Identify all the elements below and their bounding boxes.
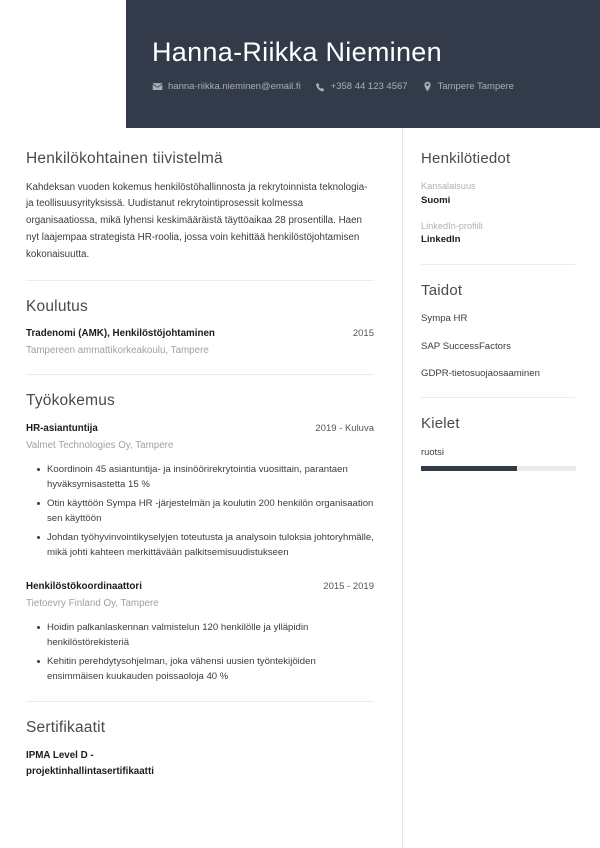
language-level-fill xyxy=(421,466,517,471)
experience-bullet: Hoidin palkanlaskennan valmistelun 120 henkilölle ja ylläpidin henkilöstörekisteriä xyxy=(26,620,374,651)
experience-date: 2015 - 2019 xyxy=(323,580,374,592)
section-certificates xyxy=(26,701,374,779)
section-skills xyxy=(421,264,575,381)
experience-entry xyxy=(26,422,374,561)
resume-body xyxy=(0,128,600,848)
left-column xyxy=(0,128,402,848)
personal-field xyxy=(421,180,575,209)
section-personal-details xyxy=(421,150,575,248)
experience-entry-head xyxy=(26,580,374,595)
linkedin-link[interactable]: LinkedIn xyxy=(421,234,461,246)
experience-company: Tietoevry Finland Oy, Tampere xyxy=(26,597,159,609)
language-name: ruotsi xyxy=(421,446,444,458)
map-pin-icon xyxy=(422,81,433,92)
summary-text: Kahdeksan vuoden kokemus henkilöstöhallinnosta ja rekrytoinnista teknologia- ja teollisuusyrityksissä. Uudistanut rekrytointiprosessit kolmessa organisaatiossa, mikä lyhensi keskimääräistä täyttöaikaa 28 prosentilla. Haen nyt laajempaa strategista HR-roolia, jossa voin kehittää henkilöstöjohtamisen kokonaisuutta. xyxy=(26,181,368,260)
experience-bullet: Johdan työhyvinvointikyselyjen toteutusta ja analysoin tuloksia johtoryhmälle, mikä johti kahteen merkittävään palkitsemisuudistukseen xyxy=(26,530,374,561)
personal-field xyxy=(421,220,575,249)
personal-field-value: Suomi xyxy=(421,194,451,206)
experience-role: HR-asiantuntija xyxy=(26,422,98,434)
experience-role: Henkilöstökoordinaattori xyxy=(26,580,142,592)
right-column xyxy=(402,128,600,848)
section-title-certificates: Sertifikaatit xyxy=(26,718,106,736)
skill-item: SAP SuccessFactors xyxy=(421,340,511,352)
section-title-summary: Henkilökohtainen tiivistelmä xyxy=(26,150,223,167)
entry-spacer xyxy=(26,564,374,580)
personal-field-label: LinkedIn-profiili xyxy=(421,220,483,231)
experience-bullets xyxy=(26,620,374,685)
contact-email[interactable] xyxy=(152,81,301,92)
section-languages xyxy=(421,397,575,470)
section-experience xyxy=(26,374,374,685)
language-level-bar xyxy=(421,466,576,471)
section-title-skills: Taidot xyxy=(421,282,463,300)
candidate-name: Hanna-Riikka Nieminen xyxy=(152,37,442,68)
envelope-icon xyxy=(152,81,163,92)
skill-item: Sympa HR xyxy=(421,313,468,325)
education-entry xyxy=(26,327,374,358)
experience-entry xyxy=(26,580,374,685)
personal-field-label: Kansalaisuus xyxy=(421,181,476,191)
education-school: Tampereen ammattikorkeakoulu, Tampere xyxy=(26,345,209,357)
experience-entry-head xyxy=(26,422,374,437)
experience-bullet: Koordinoin 45 asiantuntija- ja insinöörirekrytointia vuosittain, parantaen hyväksymisastetta 15 % xyxy=(26,462,374,493)
contact-email-text: hanna-riikka.nieminen@email.fi xyxy=(168,80,301,92)
contact-phone-text: +358 44 123 4567 xyxy=(330,80,408,92)
skill-item: GDPR-tietosuojaosaaminen xyxy=(421,368,540,380)
experience-company: Valmet Technologies Oy, Tampere xyxy=(26,439,174,451)
education-date: 2015 xyxy=(352,328,374,340)
resume-header xyxy=(126,0,600,128)
section-title-education: Koulutus xyxy=(26,297,88,315)
education-degree: Tradenomi (AMK), Henkilöstöjohtaminen xyxy=(26,328,215,340)
phone-icon xyxy=(315,81,326,92)
experience-bullet: Otin käyttöön Sympa HR -järjestelmän ja koulutin 200 henkilön organisaation sen käyttöön xyxy=(26,496,374,527)
contact-location-text: Tampere Tampere xyxy=(437,80,514,92)
experience-bullets xyxy=(26,462,374,561)
contact-phone[interactable] xyxy=(315,81,408,92)
experience-date: 2019 - Kuluva xyxy=(315,422,374,434)
section-title-languages: Kielet xyxy=(421,415,460,433)
education-entry-head xyxy=(26,327,374,342)
contact-row xyxy=(152,81,600,92)
section-title-personal-details: Henkilötiedot xyxy=(421,150,511,167)
section-education xyxy=(26,280,374,358)
contact-location[interactable] xyxy=(422,81,514,92)
section-summary xyxy=(26,150,374,264)
certificate-item: IPMA Level D - projektinhallintasertifikaatti xyxy=(26,750,154,777)
experience-bullet: Kehitin perehdytysohjelman, joka vähensi uusien työntekijöiden ensimmäisen kuukauden poissaoloja 40 % xyxy=(26,654,374,685)
language-item xyxy=(421,445,575,470)
section-title-experience: Työkokemus xyxy=(26,392,116,410)
